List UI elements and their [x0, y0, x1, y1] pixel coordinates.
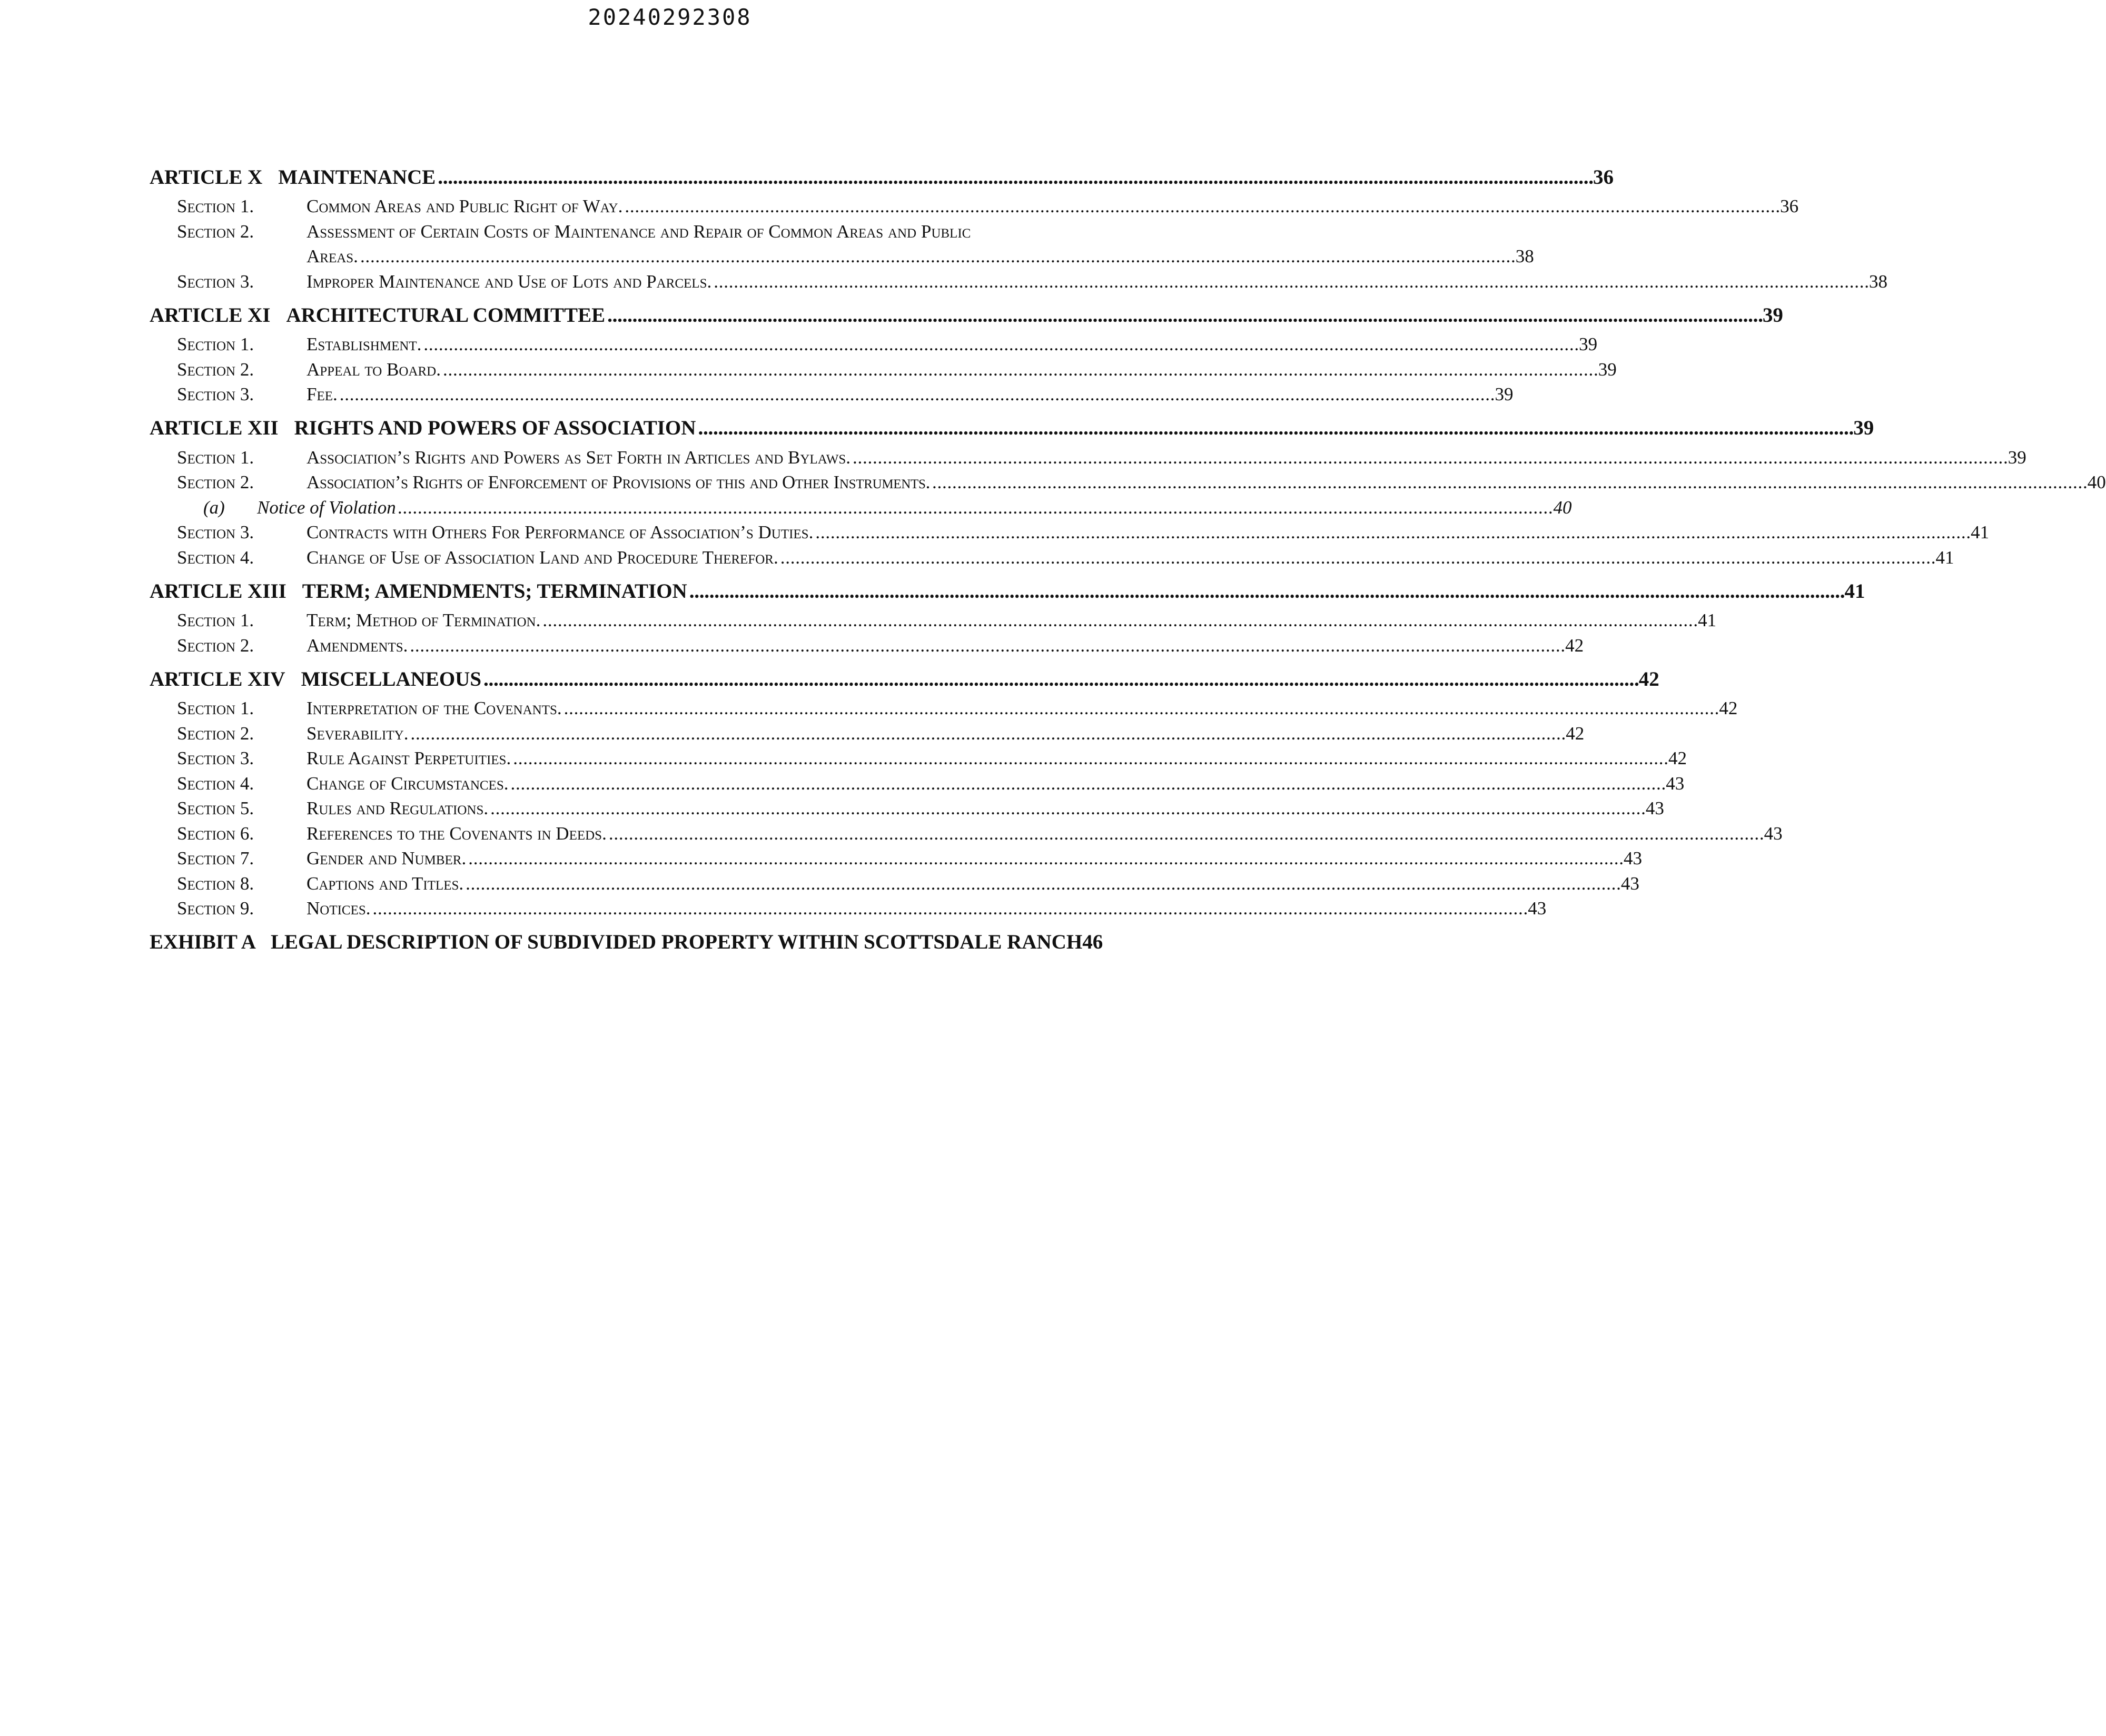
toc-section[interactable]: [150, 447, 2026, 472]
dot-leader: [714, 271, 1867, 292]
page-number: 39: [1853, 417, 1874, 439]
toc-article-xiii[interactable]: [150, 572, 1865, 610]
page-number: 43: [1623, 848, 1642, 869]
toc-article-xiv[interactable]: [150, 660, 1659, 698]
dot-leader: [360, 246, 1514, 267]
section-label: Section 7.: [177, 848, 254, 869]
toc-article-xi[interactable]: [150, 296, 1783, 334]
section-label: Section 1.: [177, 196, 254, 216]
section-label: Section 3.: [177, 748, 254, 768]
section-title: Severability.: [306, 723, 409, 744]
page-number: 43: [1528, 898, 1547, 919]
dot-leader: [398, 497, 1551, 518]
section-label: Section 1.: [177, 447, 254, 468]
document-number: 20240292308: [588, 4, 752, 30]
section-title: Establishment.: [306, 334, 422, 354]
dot-leader: [490, 798, 1644, 819]
section-label: Section 1.: [177, 610, 254, 630]
page-number: 41: [1935, 547, 1954, 568]
section-title: Interpretation of the Covenants.: [306, 698, 562, 718]
page-number: 38: [1515, 246, 1534, 267]
page-number: 36: [1780, 196, 1799, 216]
page-number: 36: [1593, 165, 1614, 189]
article-title: MAINTENANCE: [278, 165, 436, 189]
section-label: Section 5.: [177, 798, 254, 818]
toc-section[interactable]: [150, 271, 1887, 297]
dot-leader: [483, 667, 1637, 691]
section-title: Change of Circumstances.: [306, 773, 509, 794]
section-label: Section 9.: [177, 898, 254, 919]
toc-section[interactable]: [150, 898, 1547, 923]
toc-section[interactable]: [150, 723, 1585, 748]
section-label: Section 2.: [177, 635, 254, 656]
dot-leader: [466, 873, 1619, 894]
section-title: Notices.: [306, 898, 371, 919]
exhibit-label: EXHIBIT A: [150, 931, 256, 953]
subsection-label: (a): [203, 497, 225, 518]
page-number: 39: [1762, 303, 1783, 327]
dot-leader: [698, 416, 1851, 440]
section-label: Section 2.: [177, 723, 254, 744]
section-title: Amendments.: [306, 635, 408, 656]
section-title: Change of Use of Association Land and Procedure Therefor.: [306, 547, 778, 568]
section-title: Common Areas and Public Right of Way.: [306, 196, 623, 216]
dot-leader: [513, 748, 1666, 769]
toc-section[interactable]: [150, 698, 1738, 723]
section-title: References to the Covenants in Deeds.: [306, 823, 607, 844]
article-label: ARTICLE XIII: [150, 579, 286, 603]
dot-leader: [423, 334, 1577, 355]
page-number: 39: [2008, 447, 2026, 468]
article-label: ARTICLE XI: [150, 303, 271, 327]
dot-leader: [625, 196, 1778, 217]
toc-section[interactable]: [150, 359, 1617, 384]
dot-leader: [689, 579, 1843, 603]
toc-section[interactable]: [150, 873, 1639, 899]
dot-leader: [443, 359, 1596, 380]
dot-leader: [373, 898, 1526, 919]
page-number: 43: [1620, 873, 1639, 894]
page-number: 41: [1698, 610, 1717, 630]
toc-section[interactable]: [150, 384, 1514, 409]
page-number: 39: [1579, 334, 1598, 354]
section-label: Section 4.: [177, 547, 254, 568]
article-label: ARTICLE X: [150, 165, 263, 189]
subsection-title: Notice of Violation: [257, 497, 396, 518]
dot-leader: [468, 848, 1621, 869]
page-number: 42: [1638, 667, 1659, 691]
section-label: Section 1.: [177, 334, 254, 354]
article-title: MISCELLANEOUS: [301, 667, 482, 691]
exhibit-title: LEGAL DESCRIPTION OF SUBDIVIDED PROPERTY WITHIN SCOTTSDALE RANCH: [270, 931, 1083, 953]
section-title: Rules and Regulations.: [306, 798, 489, 818]
toc-exhibit-a[interactable]: [150, 923, 1167, 961]
section-label: Section 3.: [177, 522, 254, 542]
section-title: Association’s Rights of Enforcement of Provisions of this and Other Instruments.: [306, 472, 931, 492]
dot-leader: [815, 522, 1969, 543]
dot-leader: [780, 547, 1934, 568]
section-label: Section 3.: [177, 271, 254, 292]
section-label: Section 8.: [177, 873, 254, 894]
section-label: Section 4.: [177, 773, 254, 794]
section-label: Section 3.: [177, 384, 254, 405]
page-number: 41: [1971, 522, 1990, 542]
section-title: Gender and Number.: [306, 848, 467, 869]
page-number: 43: [1645, 798, 1664, 818]
page-number: 42: [1566, 723, 1585, 744]
article-label: ARTICLE XIV: [150, 667, 285, 691]
page-number: 42: [1565, 635, 1584, 656]
article-title: ARCHITECTURAL COMMITTEE: [286, 303, 606, 327]
dot-leader: [340, 384, 1493, 405]
toc-section[interactable]: [150, 522, 1990, 547]
page-number: 42: [1719, 698, 1738, 718]
section-label: Section 1.: [177, 698, 254, 718]
dot-leader: [609, 823, 1762, 844]
toc-section[interactable]: [150, 334, 1598, 359]
dot-leader: [438, 165, 1591, 189]
dot-leader: [510, 773, 1664, 794]
section-label: Section 6.: [177, 823, 254, 844]
dot-leader: [410, 635, 1563, 656]
page-number: 41: [1844, 579, 1865, 603]
section-title: Rule Against Perpetuities.: [306, 748, 511, 768]
page-number: 39: [1598, 359, 1617, 380]
toc-section[interactable]: [150, 823, 1783, 849]
dot-leader: [607, 303, 1761, 327]
page-number: 43: [1666, 773, 1685, 794]
toc-section[interactable]: [150, 472, 2106, 497]
article-label: ARTICLE XII: [150, 417, 279, 439]
section-title: Captions and Titles.: [306, 873, 464, 894]
dot-leader: [564, 698, 1717, 719]
dot-leader: [542, 610, 1696, 631]
section-label: Section 2.: [177, 221, 254, 242]
toc-article-x[interactable]: [150, 158, 1614, 196]
section-title: Improper Maintenance and Use of Lots and Parcels.: [306, 271, 712, 292]
section-title: Fee.: [306, 384, 338, 405]
section-title-line-1: Assessment of Certain Costs of Maintenance and Repair of Common Areas and Public: [306, 221, 971, 242]
page-number: 40: [1553, 497, 1572, 518]
toc-section[interactable]: [150, 547, 1954, 573]
toc-section[interactable]: [150, 748, 1687, 773]
section-title-line-2: Areas.: [306, 246, 358, 267]
table-of-contents: [150, 158, 2106, 961]
section-label: Section 2.: [177, 472, 254, 492]
section-title: Term; Method of Termination.: [306, 610, 541, 630]
section-title: Association’s Rights and Powers as Set Forth in Articles and Bylaws.: [306, 447, 851, 468]
page-number: 38: [1868, 271, 1887, 292]
page-number: 43: [1764, 823, 1783, 844]
toc-article-xii[interactable]: [150, 409, 1874, 447]
section-label: Section 2.: [177, 359, 254, 380]
toc-section[interactable]: [150, 798, 1664, 823]
toc-subsection[interactable]: [150, 497, 1572, 522]
dot-leader: [853, 447, 2006, 468]
page-number: 42: [1668, 748, 1687, 768]
dot-leader: [932, 472, 2085, 493]
page-number: 40: [2087, 472, 2106, 492]
toc-section[interactable]: [150, 610, 1717, 635]
toc-section[interactable]: [150, 221, 1534, 271]
page-number: 39: [1495, 384, 1514, 405]
dot-leader: [410, 723, 1564, 744]
toc-section[interactable]: [150, 635, 1584, 660]
toc-section[interactable]: [150, 196, 1799, 221]
toc-section[interactable]: [150, 773, 1685, 798]
section-title: Appeal to Board.: [306, 359, 441, 380]
toc-section[interactable]: [150, 848, 1642, 873]
page-number: 46: [1082, 931, 1103, 953]
article-title: RIGHTS AND POWERS OF ASSOCIATION: [294, 417, 696, 439]
section-title-line-2-row: [306, 246, 1534, 271]
section-title: Contracts with Others For Performance of Association’s Duties.: [306, 522, 814, 542]
article-title: TERM; AMENDMENTS; TERMINATION: [302, 579, 687, 603]
